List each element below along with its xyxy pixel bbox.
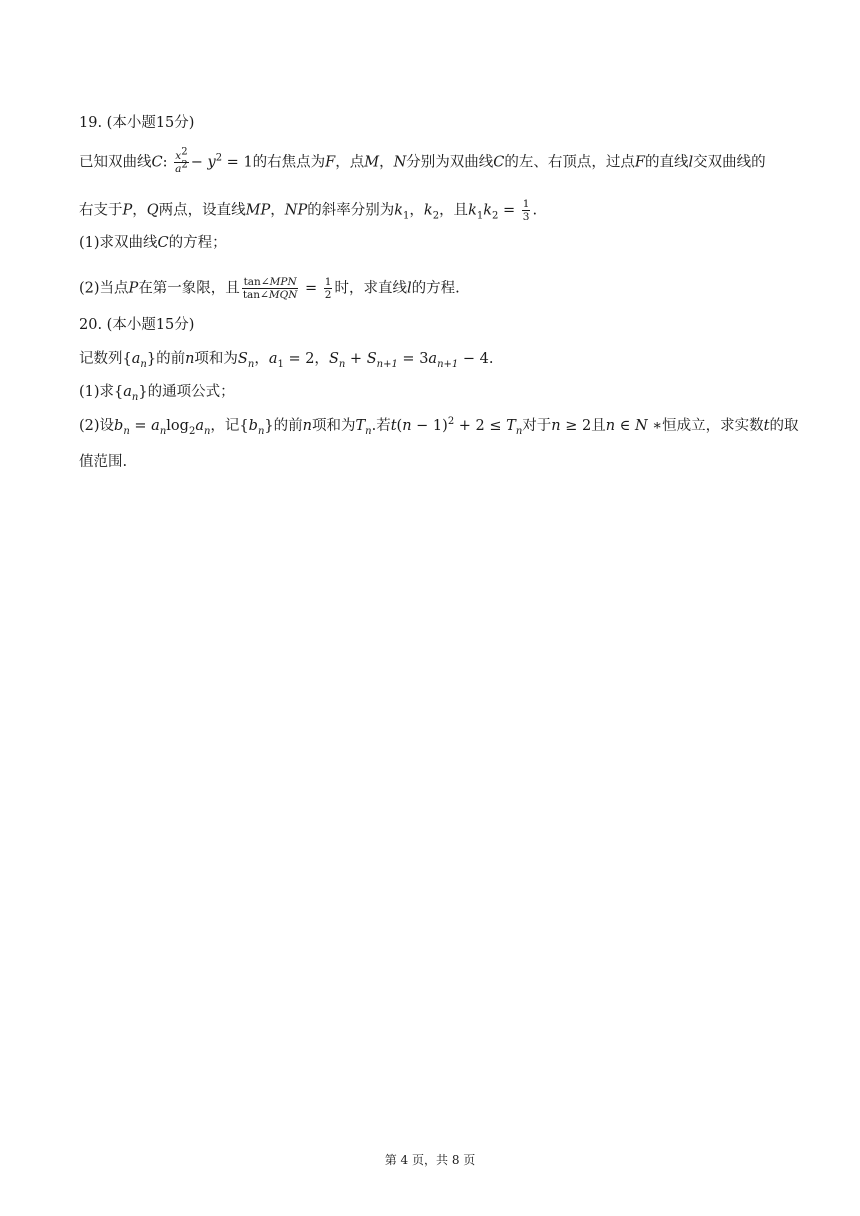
fraction-one-half: $\frac{1}{2}$ — [324, 276, 332, 302]
fraction-one-third: $\frac{1}{3}$ — [522, 198, 530, 224]
fraction-x2-a2: $\frac{x^2}{a^2}$ — [175, 146, 188, 176]
q20-line1: 记数列$\{a_n\}$的前n项和为$S_n$，$a_1 = 2$，$S_n + S_{n+1} = 3a_{n+1} - 4$. — [79, 351, 494, 370]
q20-part1: (1)求$\{a_n\}$的通项公式； — [79, 384, 235, 403]
page-footer: 第 4 页，共 8 页 — [384, 1153, 476, 1167]
q20-part2-line1: (2)设$b_n = a_n\log_2a_n$，记$\{b_n\}$的前n项和为$T_n$.若$t(n - 1)^2 + 2 \le T_n$对于n ≥ 2且n ∈ N ∗恒成立，求实数t的取 — [79, 416, 799, 437]
q19-line2: 右支于P，Q两点，设直线MP，NP的斜率分别为$k_1$，$k_2$，且$k_1k_2$ = $\frac{1}{3}$ . — [79, 198, 538, 224]
q19-line1: 已知双曲线C: $\frac{x^2}{a^2}$ − $y^2 = 1$的右焦点为F，点M，N分别为双曲线C的左、右顶点，过点F的直线l交双曲线的 — [79, 146, 766, 176]
fraction-tan-ratio: $\frac{\text{tan∠MPN}}{\text{tan∠MQN}}$ — [242, 276, 298, 302]
q20-part2-line2: 值范围. — [79, 454, 128, 470]
q19-part2: (2)当点P在第一象限，且 $\frac{\text{tan∠MPN}}{\text{tan∠MQN}}$ = $\frac{1}{2}$ 时，求直线l的方程. — [79, 276, 460, 302]
q20-header: 20. (本小题15分) — [79, 317, 195, 333]
q19-part1: (1)求双曲线C的方程； — [79, 235, 227, 251]
q19-header: 19. (本小题15分) — [79, 115, 195, 131]
